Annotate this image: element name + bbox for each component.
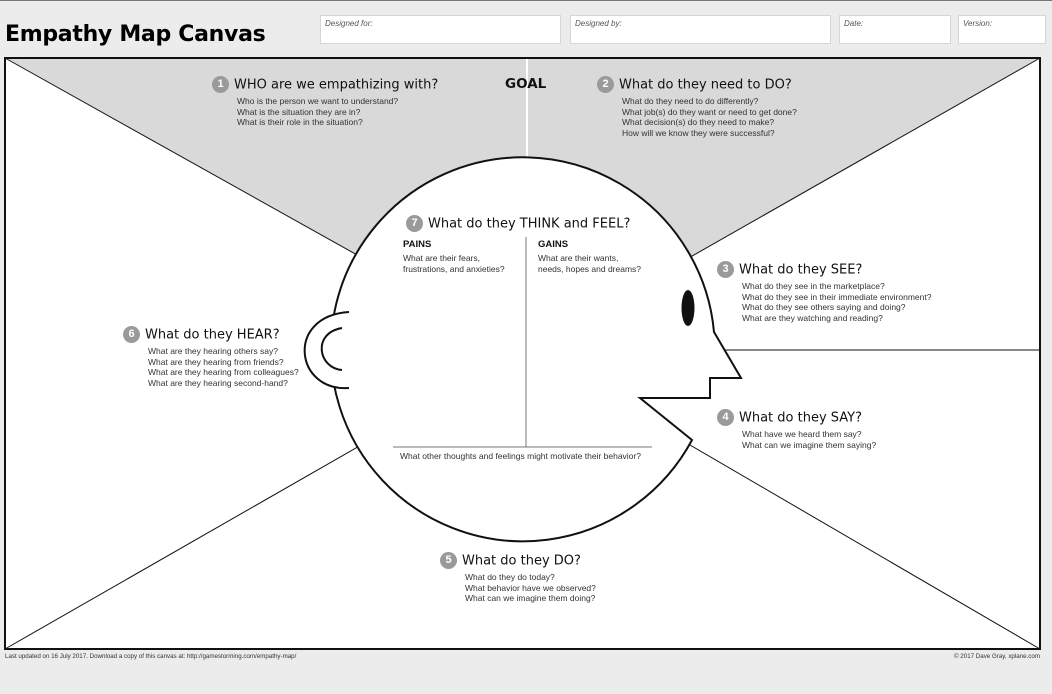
section-heading: What do they SEE? — [739, 262, 863, 278]
section-heading: What do they THINK and FEEL? — [428, 216, 631, 232]
question: What job(s) do they want or need to get done? — [622, 106, 797, 117]
question: What are they hearing second-hand? — [148, 377, 288, 388]
section-number-badge: 6 — [123, 326, 140, 343]
gains-heading: GAINS — [538, 239, 569, 250]
question: What do they see in the marketplace? — [742, 281, 885, 291]
section-heading: WHO are we empathizing with? — [234, 77, 439, 93]
question: What can we imagine them saying? — [742, 439, 877, 450]
section-number-badge: 1 — [212, 76, 229, 93]
question: How will we know they were successful? — [622, 127, 775, 138]
section-number-badge: 2 — [597, 76, 614, 93]
question: What are they hearing from friends? — [148, 356, 284, 367]
page-title: Empathy Map Canvas — [5, 22, 266, 47]
question: What is their role in the situation? — [237, 117, 363, 128]
version-label: Version: — [963, 19, 993, 28]
question: What do they do today? — [465, 572, 555, 582]
designed-by-label: Designed by: — [575, 19, 622, 28]
motivation-question: What other thoughts and feelings might motivate their behavior? — [400, 451, 641, 461]
question: What decision(s) do they need to make? — [622, 117, 775, 128]
question: What have we heard them say? — [742, 429, 862, 439]
footer-left: Last updated on 16 July 2017. Download a copy of this canvas at: http://gamestorming.com/empathy-map/ — [5, 653, 297, 660]
question: What are they watching and reading? — [742, 312, 883, 323]
question: What can we imagine them doing? — [465, 593, 596, 604]
section-think-feel — [406, 215, 630, 235]
section-need-to-do — [597, 76, 797, 138]
pains-line: frustrations, and anxieties? — [403, 264, 505, 274]
section-say — [717, 409, 876, 450]
footer-right: © 2017 Dave Gray, xplane.com — [954, 653, 1040, 660]
gains-line: needs, hopes and dreams? — [538, 264, 642, 274]
question: What do they see in their immediate environment? — [742, 291, 932, 302]
section-do — [440, 552, 596, 604]
section-heading: What do they HEAR? — [145, 327, 280, 343]
eye — [682, 290, 695, 326]
question: What is the situation they are in? — [237, 106, 361, 117]
gains-line: What are their wants, — [538, 253, 619, 263]
question: What do they need to do differently? — [622, 96, 759, 106]
section-hear — [123, 326, 299, 388]
question: What are they hearing others say? — [148, 346, 278, 356]
section-number-badge: 5 — [440, 552, 457, 569]
section-number-badge: 4 — [717, 409, 734, 426]
date-label: Date: — [844, 19, 864, 28]
pains-line: What are their fears, — [403, 253, 481, 263]
section-heading: What do they need to DO? — [619, 77, 792, 93]
question: What do they see others saying and doing? — [742, 302, 906, 313]
question: What behavior have we observed? — [465, 582, 596, 593]
section-heading: What do they SAY? — [739, 410, 863, 426]
section-heading: What do they DO? — [462, 553, 581, 569]
designed-for-label: Designed for: — [325, 19, 373, 28]
question: Who is the person we want to understand? — [237, 96, 399, 106]
section-who — [212, 76, 438, 128]
question: What are they hearing from colleagues? — [148, 367, 299, 378]
pains-heading: PAINS — [403, 239, 432, 250]
section-number-badge: 7 — [406, 215, 423, 232]
section-see — [717, 261, 931, 323]
section-number-badge: 3 — [717, 261, 734, 278]
goal-label: GOAL — [505, 76, 547, 92]
